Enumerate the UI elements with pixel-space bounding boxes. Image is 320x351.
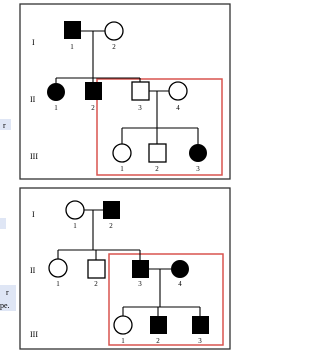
individual-I-1-male-affected — [64, 21, 81, 39]
individual-label: 3 — [138, 104, 142, 112]
generation-label-II: II — [30, 266, 36, 275]
individual-label: 3 — [138, 280, 142, 288]
individual-II-3-male — [132, 82, 149, 100]
individual-label: 2 — [155, 165, 159, 173]
individual-label: 2 — [156, 337, 160, 345]
individual-label: 1 — [54, 104, 58, 112]
side-text-2: r — [6, 288, 9, 297]
individual-III-1-female — [113, 144, 131, 162]
individual-label: 2 — [109, 222, 113, 230]
individual-I-1-female — [66, 201, 84, 219]
generation-label-III: III — [30, 330, 38, 339]
side-highlight — [0, 218, 6, 229]
individual-III-3-female-affected — [189, 144, 207, 162]
individual-II-3-male-affected — [132, 260, 149, 278]
individual-label: 3 — [198, 337, 202, 345]
pedigree-1 — [20, 4, 230, 179]
individual-II-4-female — [169, 82, 187, 100]
individual-III-2-male — [149, 144, 166, 162]
generation-label-I: I — [32, 210, 35, 219]
side-text-1: r — [3, 121, 6, 130]
individual-I-2-female — [105, 22, 123, 40]
generation-label-III: III — [30, 152, 38, 161]
individual-II-2-male-affected — [85, 82, 102, 100]
pedigree-2 — [20, 188, 230, 349]
individual-label: 2 — [112, 43, 116, 51]
individual-label: 3 — [196, 165, 200, 173]
individual-label: 1 — [56, 280, 60, 288]
individual-label: 1 — [73, 222, 77, 230]
individual-label: 4 — [178, 280, 182, 288]
individual-III-3-male-affected — [192, 316, 209, 334]
individual-label: 1 — [70, 43, 74, 51]
individual-III-2-male-affected — [150, 316, 167, 334]
individual-II-1-female — [49, 259, 67, 277]
individual-label: 1 — [121, 337, 125, 345]
generation-label-I: I — [32, 38, 35, 47]
individual-label: 2 — [94, 280, 98, 288]
individual-label: 4 — [176, 104, 180, 112]
individual-III-1-female — [114, 316, 132, 334]
individual-I-2-male-affected — [103, 201, 120, 219]
individual-label: 2 — [91, 104, 95, 112]
individual-label: 1 — [120, 165, 124, 173]
individual-II-1-female-affected — [47, 83, 65, 101]
individual-II-4-female-affected — [171, 260, 189, 278]
generation-label-II: II — [30, 95, 36, 104]
individual-II-2-male — [88, 260, 105, 278]
side-text-3: pe. — [0, 301, 10, 310]
